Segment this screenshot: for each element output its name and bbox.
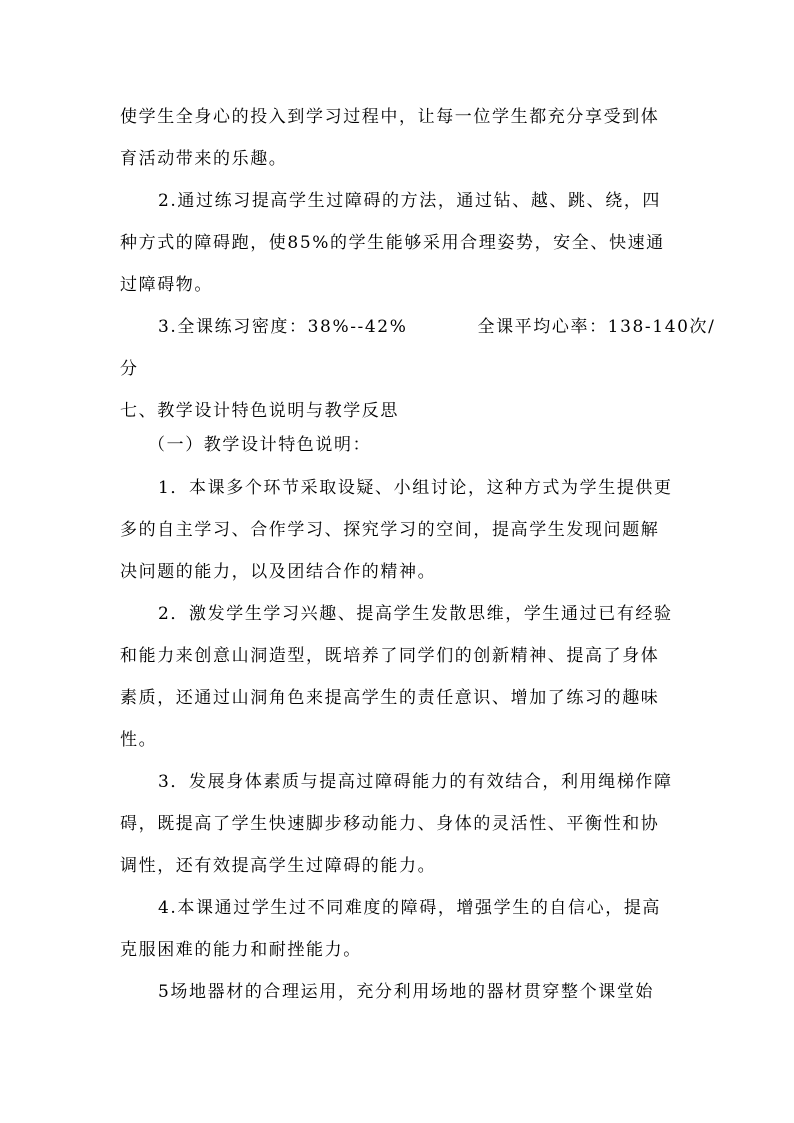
density-text: 3.全课练习密度：38%--42%: [158, 317, 408, 337]
text-line: 决问题的能力，以及团结合作的精神。: [120, 562, 437, 582]
text-line: 使学生全身心的投入到学习过程中，让每一位学生都充分享受到体: [120, 107, 660, 127]
text-line: 过障碍物。: [120, 275, 213, 295]
text-line: 素质，还通过山洞角色来提高学生的责任意识、增加了练习的趣味: [120, 688, 660, 708]
text-line: 5场地器材的合理运用，充分利用场地的器材贯穿整个课堂始: [158, 982, 655, 1002]
text-line: 和能力来创意山洞造型，既培养了同学们的创新精神、提高了身体: [120, 646, 660, 666]
section-heading: 七、教学设计特色说明与教学反思: [120, 401, 399, 421]
text-line: 多的自主学习、合作学习、探究学习的空间，提高学生发现问题解: [120, 520, 660, 540]
text-line: 1．本课多个环节采取设疑、小组讨论，这种方式为学生提供更: [158, 478, 673, 498]
text-line: 3．发展身体素质与提高过障碍能力的有效结合，利用绳梯作障: [158, 772, 673, 792]
text-line: 性。: [120, 730, 158, 750]
text-line: 2．激发学生学习兴趣、提高学生发散思维，学生通过已有经验: [158, 604, 673, 624]
text-line: 2.通过练习提高学生过障碍的方法，通过钻、越、跳、绕，四: [158, 191, 662, 211]
text-line: 碍，既提高了学生快速脚步移动能力、身体的灵活性、平衡性和协: [120, 814, 660, 834]
text-line: 分: [120, 359, 139, 379]
text-line: 克服困难的能力和耐挫能力。: [120, 940, 362, 960]
text-line: 4.本课通过学生过不同难度的障碍，增强学生的自信心，提高: [158, 898, 662, 918]
text-line: 种方式的障碍跑，使85%的学生能够采用合理姿势，安全、快速通: [120, 233, 665, 253]
subsection-heading: （一）教学设计特色说明：: [148, 435, 372, 455]
text-line: 调性，还有效提高学生过障碍的能力。: [120, 856, 437, 876]
text-line: [158, 316, 715, 338]
heart-rate-text: 全课平均心率：138-140次/: [477, 317, 716, 337]
text-line: 育活动带来的乐趣。: [120, 149, 288, 169]
